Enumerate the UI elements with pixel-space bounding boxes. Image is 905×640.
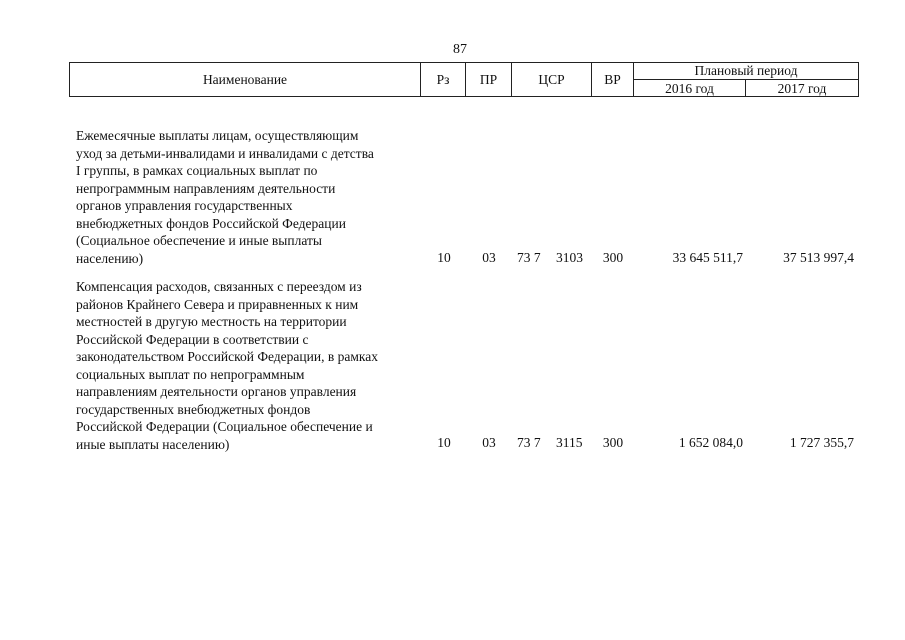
header-pr: ПР (479, 72, 498, 87)
row-value-2016: 1 652 084,0 (678, 435, 743, 450)
row-pr: 03 (482, 250, 496, 265)
header-year-2017: 2017 год (777, 81, 827, 96)
row-value-2016: 33 645 511,7 (672, 250, 743, 265)
header-rz: Рз (436, 72, 450, 87)
header-plan-period: Плановый период (694, 63, 798, 78)
row-value-2017: 37 513 997,4 (783, 250, 854, 265)
header-vr: ВР (604, 72, 621, 87)
page-number: 87 (453, 42, 467, 57)
row-csr-code: 3103 (556, 250, 583, 265)
row-csr-code: 3115 (556, 435, 583, 450)
row-csr-program: 73 7 (517, 435, 541, 450)
row-vr: 300 (602, 435, 624, 450)
row-csr-program: 73 7 (517, 250, 541, 265)
header-name: Наименование (202, 72, 288, 87)
row-vr: 300 (602, 250, 624, 265)
row-rz: 10 (437, 250, 451, 265)
row-name: Ежемесячные выплаты лицам, осуществляющим уход за детьми-инвалидами и инвалидами с детства I группы, в рамках социальных выплат по непрограммным направлениям деятельности органов управления государственных внебюджетных фондов Российской Федерации (Социальное обеспечение и иные выплаты населению) (76, 128, 374, 266)
row-name: Компенсация расходов, связанных с переездом из районов Крайнего Севера и приравненных к ним местностей в другую местность на территории Российской Федерации в соответствии с законодательством Российской Федерации, в рамках социальных выплат по непрограммным направлениям деятельности органов управления государственных внебюджетных фондов Российской Федерации (Социальное обеспечение и иные выплаты населению) (76, 279, 378, 452)
header-year-2016: 2016 год (665, 81, 714, 96)
header-csr: ЦСР (538, 72, 565, 87)
row-pr: 03 (482, 435, 496, 450)
row-rz: 10 (437, 435, 451, 450)
row-value-2017: 1 727 355,7 (789, 435, 854, 450)
